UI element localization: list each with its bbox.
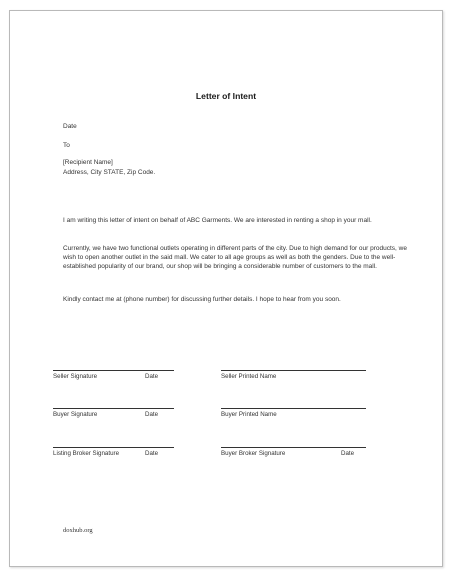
buyer-printed-name-line (221, 408, 366, 409)
buyer-broker-signature-label: Buyer Broker Signature (221, 450, 286, 457)
seller-signature-label: Seller Signature (53, 373, 98, 380)
recipient-address: Address, City STATE, Zip Code. (63, 169, 156, 176)
paragraph-details: Currently, we have two functional outlets operating in different parts of the city. Due to high demand for our products, we wish to open another outlet in the said mall. We cater to all age groups as well as both the genders. Due to the well-established popularity of our brand, our shop will be bringing a considerable number of customers to the mall. (63, 245, 407, 271)
paragraph-contact: Kindly contact me at (phone number) for discussing further details. I hope to hear from you soon. (63, 296, 341, 303)
buyer-signature-label: Buyer Signature (53, 411, 98, 418)
document-title: Letter of Intent (195, 91, 257, 101)
listing-broker-signature-label: Listing Broker Signature (53, 450, 120, 457)
document-page (9, 10, 443, 567)
paragraph-intro: I am writing this letter of intent on behalf of ABC Garments. We are interested in renting a shop in your mall. (63, 217, 372, 224)
footer-source: doxhub.org (63, 527, 93, 534)
buyer-broker-signature-line (221, 447, 366, 448)
listing-broker-signature-line (53, 447, 174, 448)
buyer-printed-name-label: Buyer Printed Name (221, 411, 277, 418)
buyer-signature-date-label: Date (145, 411, 159, 418)
seller-signature-line (53, 370, 174, 371)
recipient-name: [Recipient Name] (63, 159, 113, 166)
seller-printed-name-label: Seller Printed Name (221, 373, 277, 380)
buyer-signature-line (53, 408, 174, 409)
date-line: Date (63, 123, 77, 130)
listing-broker-date-label: Date (145, 450, 159, 457)
seller-printed-name-line (221, 370, 366, 371)
to-line: To (63, 142, 70, 149)
seller-signature-date-label: Date (145, 373, 159, 380)
buyer-broker-date-label: Date (341, 450, 355, 457)
